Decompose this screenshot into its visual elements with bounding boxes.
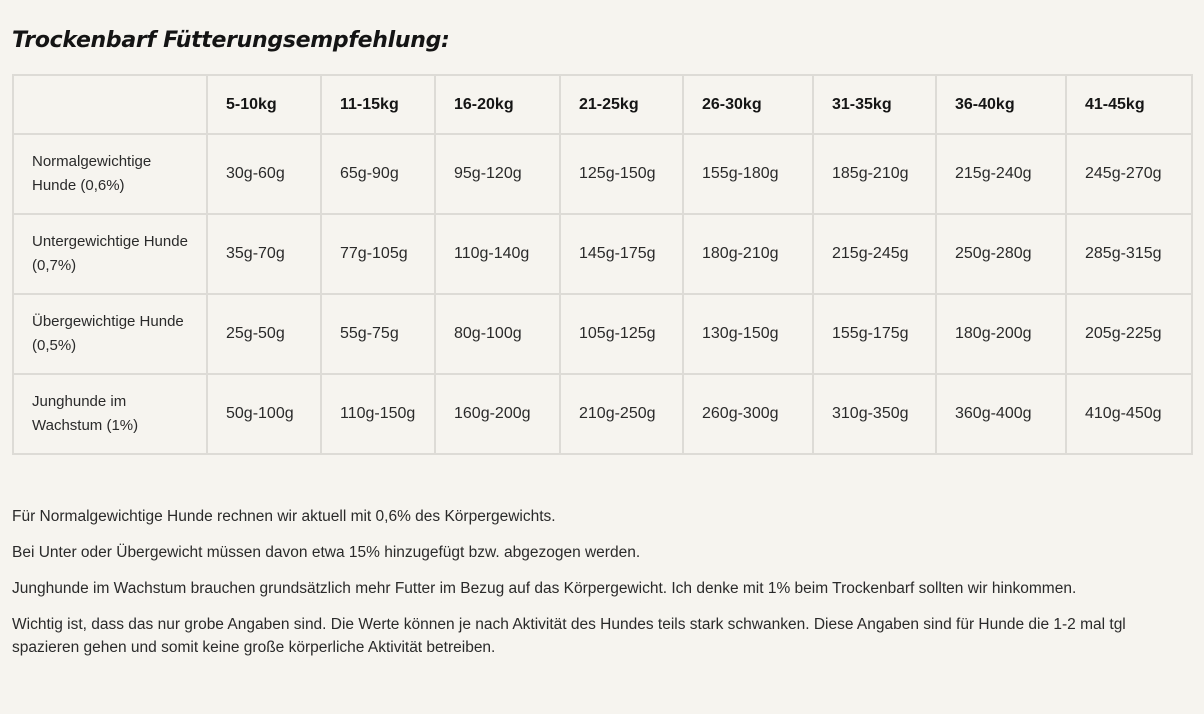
header-cell: 11-15kg	[321, 75, 435, 134]
header-cell: 41-45kg	[1066, 75, 1192, 134]
table-cell: 210g-250g	[560, 374, 683, 454]
table-cell: 180g-210g	[683, 214, 813, 294]
header-cell: 31-35kg	[813, 75, 936, 134]
row-label: Übergewichtige Hunde (0,5%)	[13, 294, 207, 374]
table-cell: 125g-150g	[560, 134, 683, 214]
table-cell: 35g-70g	[207, 214, 321, 294]
table-cell: 105g-125g	[560, 294, 683, 374]
notes-section	[12, 505, 1194, 672]
table-row	[13, 214, 1192, 294]
table-cell: 310g-350g	[813, 374, 936, 454]
paragraph: Wichtig ist, dass das nur grobe Angaben sind. Die Werte können je nach Aktivität des Hundes teils stark schwanken. Diese Angaben sind für Hunde die 1-2 mal tgl spazieren gehen und somit keine große körperliche Aktivität betreiben.	[12, 616, 1126, 656]
table-cell: 110g-140g	[435, 214, 560, 294]
paragraph: Junghunde im Wachstum brauchen grundsätzlich mehr Futter im Bezug auf das Körpergewicht. Ich denke mit 1% beim Trockenbarf sollten wir hinkommen.	[12, 580, 1077, 597]
paragraph: Für Normalgewichtige Hunde rechnen wir aktuell mit 0,6% des Körpergewichts.	[12, 508, 556, 525]
table-cell: 155g-175g	[813, 294, 936, 374]
table-cell: 160g-200g	[435, 374, 560, 454]
header-cell: 5-10kg	[207, 75, 321, 134]
table-cell: 410g-450g	[1066, 374, 1192, 454]
table-cell: 155g-180g	[683, 134, 813, 214]
table-cell: 95g-120g	[435, 134, 560, 214]
table-cell: 245g-270g	[1066, 134, 1192, 214]
row-label: Untergewichtige Hunde (0,7%)	[13, 214, 207, 294]
table-cell: 30g-60g	[207, 134, 321, 214]
table-cell: 250g-280g	[936, 214, 1066, 294]
table-cell: 80g-100g	[435, 294, 560, 374]
page-title: Trockenbarf Fütterungsempfehlung:	[12, 28, 450, 53]
table-cell: 215g-240g	[936, 134, 1066, 214]
table-row	[13, 134, 1192, 214]
table-cell: 77g-105g	[321, 214, 435, 294]
header-cell: 21-25kg	[560, 75, 683, 134]
header-cell: 36-40kg	[936, 75, 1066, 134]
paragraph: Bei Unter oder Übergewicht müssen davon etwa 15% hinzugefügt bzw. abgezogen werden.	[12, 544, 641, 561]
table-cell: 145g-175g	[560, 214, 683, 294]
table-cell: 55g-75g	[321, 294, 435, 374]
table-cell: 65g-90g	[321, 134, 435, 214]
table-cell: 50g-100g	[207, 374, 321, 454]
table-row	[13, 294, 1192, 374]
table-cell: 130g-150g	[683, 294, 813, 374]
feeding-table	[12, 74, 1193, 455]
table-row	[13, 374, 1192, 454]
table-cell: 215g-245g	[813, 214, 936, 294]
table-cell: 110g-150g	[321, 374, 435, 454]
table-cell: 185g-210g	[813, 134, 936, 214]
header-cell-empty	[13, 75, 207, 134]
row-label: Normalgewichtige Hunde (0,6%)	[13, 134, 207, 214]
header-cell: 16-20kg	[435, 75, 560, 134]
table-cell: 285g-315g	[1066, 214, 1192, 294]
table-cell: 180g-200g	[936, 294, 1066, 374]
table-cell: 205g-225g	[1066, 294, 1192, 374]
table-header-row	[13, 75, 1192, 134]
table-cell: 360g-400g	[936, 374, 1066, 454]
table-cell: 260g-300g	[683, 374, 813, 454]
table-cell: 25g-50g	[207, 294, 321, 374]
row-label: Junghunde im Wachstum (1%)	[13, 374, 207, 454]
header-cell: 26-30kg	[683, 75, 813, 134]
